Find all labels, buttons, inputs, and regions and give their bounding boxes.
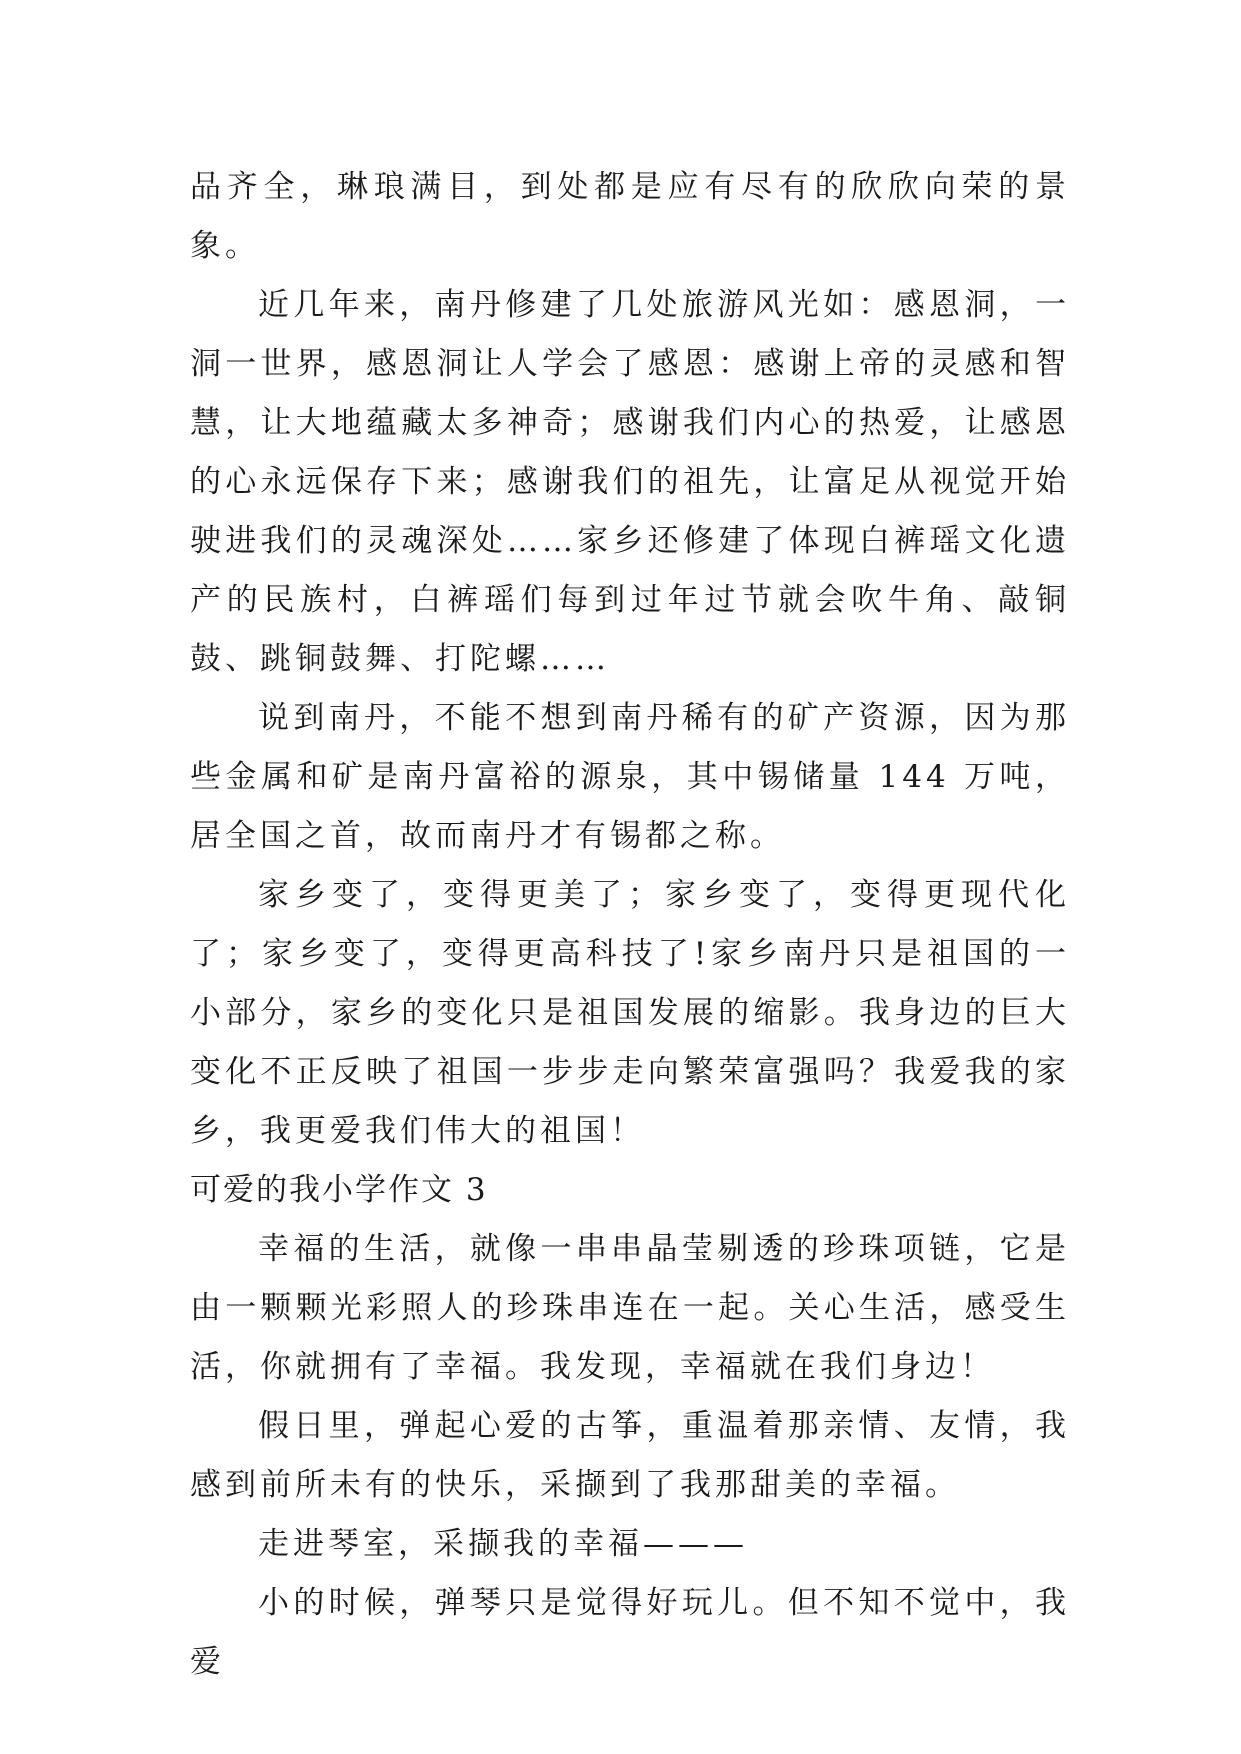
paragraph-7: 走进琴室，采撷我的幸福——— xyxy=(258,1526,748,1562)
paragraph-3: 说到南丹，不能不想到南丹稀有的矿产资源，因为那些金属和矿是南丹富裕的源泉，其中锡储量 144 万吨，居全国之首，故而南丹才有锡都之称。 xyxy=(190,700,1070,854)
section-heading: 可爱的我小学作文 3 xyxy=(190,1172,488,1208)
paragraph-2: 近几年来，南丹修建了几处旅游风光如：感恩洞，一洞一世界，感恩洞让人学会了感恩：感谢上帝的灵感和智慧，让大地蕴藏太多神奇；感谢我们内心的热爱，让感恩的心永远保存下来；感谢我们的祖先，让富足从视觉开始驶进我们的灵魂深处……家乡还修建了体现白裤瑶文化遗产的民族村，白裤瑶们每到过年过节就会吹牛角、敲铜鼓、跳铜鼓舞、打陀螺…… xyxy=(190,287,1070,677)
paragraph-4: 家乡变了，变得更美了；家乡变了，变得更现代化了；家乡变了，变得更高科技了!家乡南丹只是祖国的一小部分，家乡的变化只是祖国发展的缩影。我身边的巨大变化不正反映了祖国一步步走向繁荣富强吗？我爱我的家乡，我更爱我们伟大的祖国！ xyxy=(190,877,1070,1149)
document-body xyxy=(190,158,1070,1692)
paragraph-1: 品齐全，琳琅满目，到处都是应有尽有的欣欣向荣的景象。 xyxy=(190,169,1070,264)
paragraph-5: 幸福的生活，就像一串串晶莹剔透的珍珠项链，它是由一颗颗光彩照人的珍珠串连在一起。关心生活，感受生活，你就拥有了幸福。我发现，幸福就在我们身边！ xyxy=(190,1231,1070,1385)
paragraph-8: 小的时候，弹琴只是觉得好玩儿。但不知不觉中，我爱 xyxy=(190,1585,1070,1680)
paragraph-6: 假日里，弹起心爱的古筝，重温着那亲情、友情，我感到前所未有的快乐，采撷到了我那甜美的幸福。 xyxy=(190,1408,1070,1503)
